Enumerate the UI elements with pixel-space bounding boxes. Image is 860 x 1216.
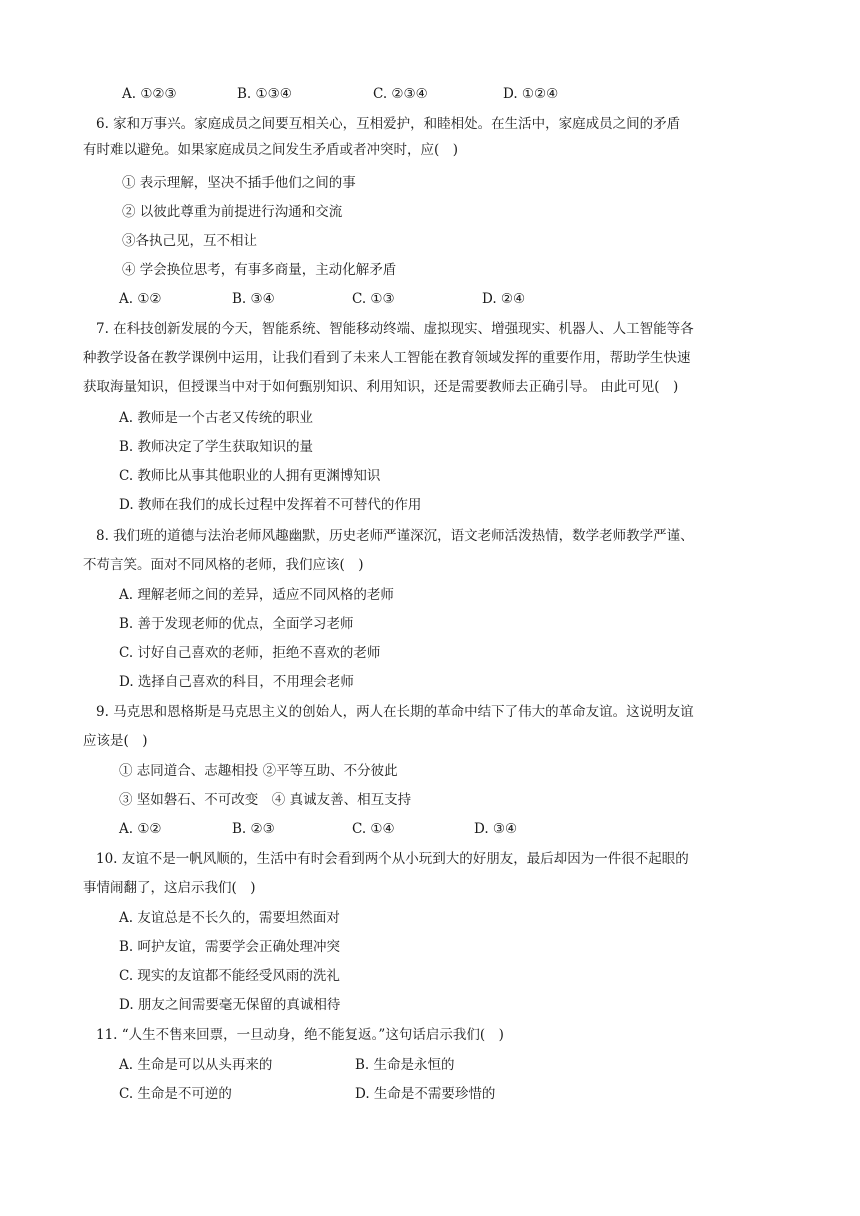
q9-option-d: D. ③④ [474, 821, 518, 837]
q10-option-b: B. 呵护友谊，需要学会正确处理冲突 [119, 939, 341, 955]
q6-item-3: ③各执己见，互不相让 [122, 233, 257, 249]
q9-option-a: A. ①② [119, 821, 162, 837]
q7-stem-line2: 种教学设备在教学课例中运用，让我们看到了未来人工智能在教育领域发挥的重要作用，帮助学生快速 [83, 350, 691, 366]
q8-option-d: D. 选择自己喜欢的科目，不用理会老师 [119, 674, 354, 690]
q7-option-b: B. 教师决定了学生获取知识的量 [119, 439, 314, 455]
q5-option-b: B. ①③④ [237, 86, 292, 102]
q5-option-a: A. ①②③ [122, 86, 177, 102]
q9-option-c: C. ①④ [352, 821, 395, 837]
q9-items-line1: ① 志同道合、志趣相投 ②平等互助、不分彼此 [119, 763, 398, 779]
q9-stem-line2: 应该是( ) [83, 733, 148, 749]
q10-option-c: C. 现实的友谊都不能经受风雨的洗礼 [119, 968, 340, 984]
q7-stem-line3: 获取海量知识，但授课当中对于如何甄别知识、利用知识，还是需要教师去正确引导。 由此可见( ) [83, 379, 679, 395]
q7-option-d: D. 教师在我们的成长过程中发挥着不可替代的作用 [119, 497, 422, 513]
q6-option-a: A. ①② [119, 291, 162, 307]
q11-option-c: C. 生命是不可逆的 [119, 1086, 232, 1102]
q5-option-c: C. ②③④ [373, 86, 428, 102]
q11-option-d: D. 生命是不需要珍惜的 [355, 1086, 496, 1102]
q11-option-b: B. 生命是永恒的 [355, 1057, 455, 1073]
q5-option-d: D. ①②④ [503, 86, 559, 102]
q6-item-2: ② 以彼此尊重为前提进行沟通和交流 [122, 204, 343, 220]
q6-option-d: D. ②④ [482, 291, 526, 307]
q9-stem-line1: 9. 马克思和恩格斯是马克思主义的创始人，两人在长期的革命中结下了伟大的革命友谊。这说明友谊 [96, 704, 694, 720]
q8-stem-line2: 不苟言笑。面对不同风格的老师，我们应该( ) [83, 557, 364, 573]
q8-stem-line1: 8. 我们班的道德与法治老师风趣幽默，历史老师严谨深沉，语文老师活泼热情，数学老师教学严谨、 [96, 528, 694, 544]
q9-option-b: B. ②③ [232, 821, 275, 837]
q7-stem-line1: 7. 在科技创新发展的今天，智能系统、智能移动终端、虚拟现实、增强现实、机器人、人工智能等各 [96, 321, 694, 337]
q6-item-1: ① 表示理解，坚决不插手他们之间的事 [122, 175, 356, 191]
q10-option-d: D. 朋友之间需要毫无保留的真诚相待 [119, 997, 341, 1013]
q7-option-a: A. 教师是一个古老又传统的职业 [119, 410, 313, 426]
q8-option-c: C. 讨好自己喜欢的老师，拒绝不喜欢的老师 [119, 645, 381, 661]
q8-option-a: A. 理解老师之间的差异，适应不同风格的老师 [119, 587, 394, 603]
q10-stem-line2: 事情闹翻了，这启示我们( ) [83, 880, 256, 896]
q6-stem-line1: 6. 家和万事兴。家庭成员之间要互相关心，互相爱护，和睦相处。在生活中，家庭成员之间的矛盾 [96, 116, 681, 132]
q6-item-4: ④ 学会换位思考，有事多商量，主动化解矛盾 [122, 262, 397, 278]
q10-stem-line1: 10. 友谊不是一帆风顺的，生活中有时会看到两个从小玩到大的好朋友，最后却因为一件很不起眼的 [96, 851, 689, 867]
q11-stem-line1: 11. “人生不售来回票，一旦动身，绝不能复返。”这句话启示我们( ) [96, 1027, 504, 1043]
q7-option-c: C. 教师比从事其他职业的人拥有更渊博知识 [119, 468, 381, 484]
q11-option-a: A. 生命是可以从头再来的 [119, 1057, 273, 1073]
q6-option-c: C. ①③ [352, 291, 395, 307]
q10-option-a: A. 友谊总是不长久的，需要坦然面对 [119, 910, 340, 926]
q9-items-line2: ③ 坚如磐石、不可改变 ④ 真诚友善、相互支持 [119, 792, 412, 808]
q6-stem-line2: 有时难以避免。如果家庭成员之间发生矛盾或者冲突时，应( ) [83, 142, 459, 158]
q8-option-b: B. 善于发现老师的优点，全面学习老师 [119, 616, 354, 632]
q6-option-b: B. ③④ [232, 291, 275, 307]
